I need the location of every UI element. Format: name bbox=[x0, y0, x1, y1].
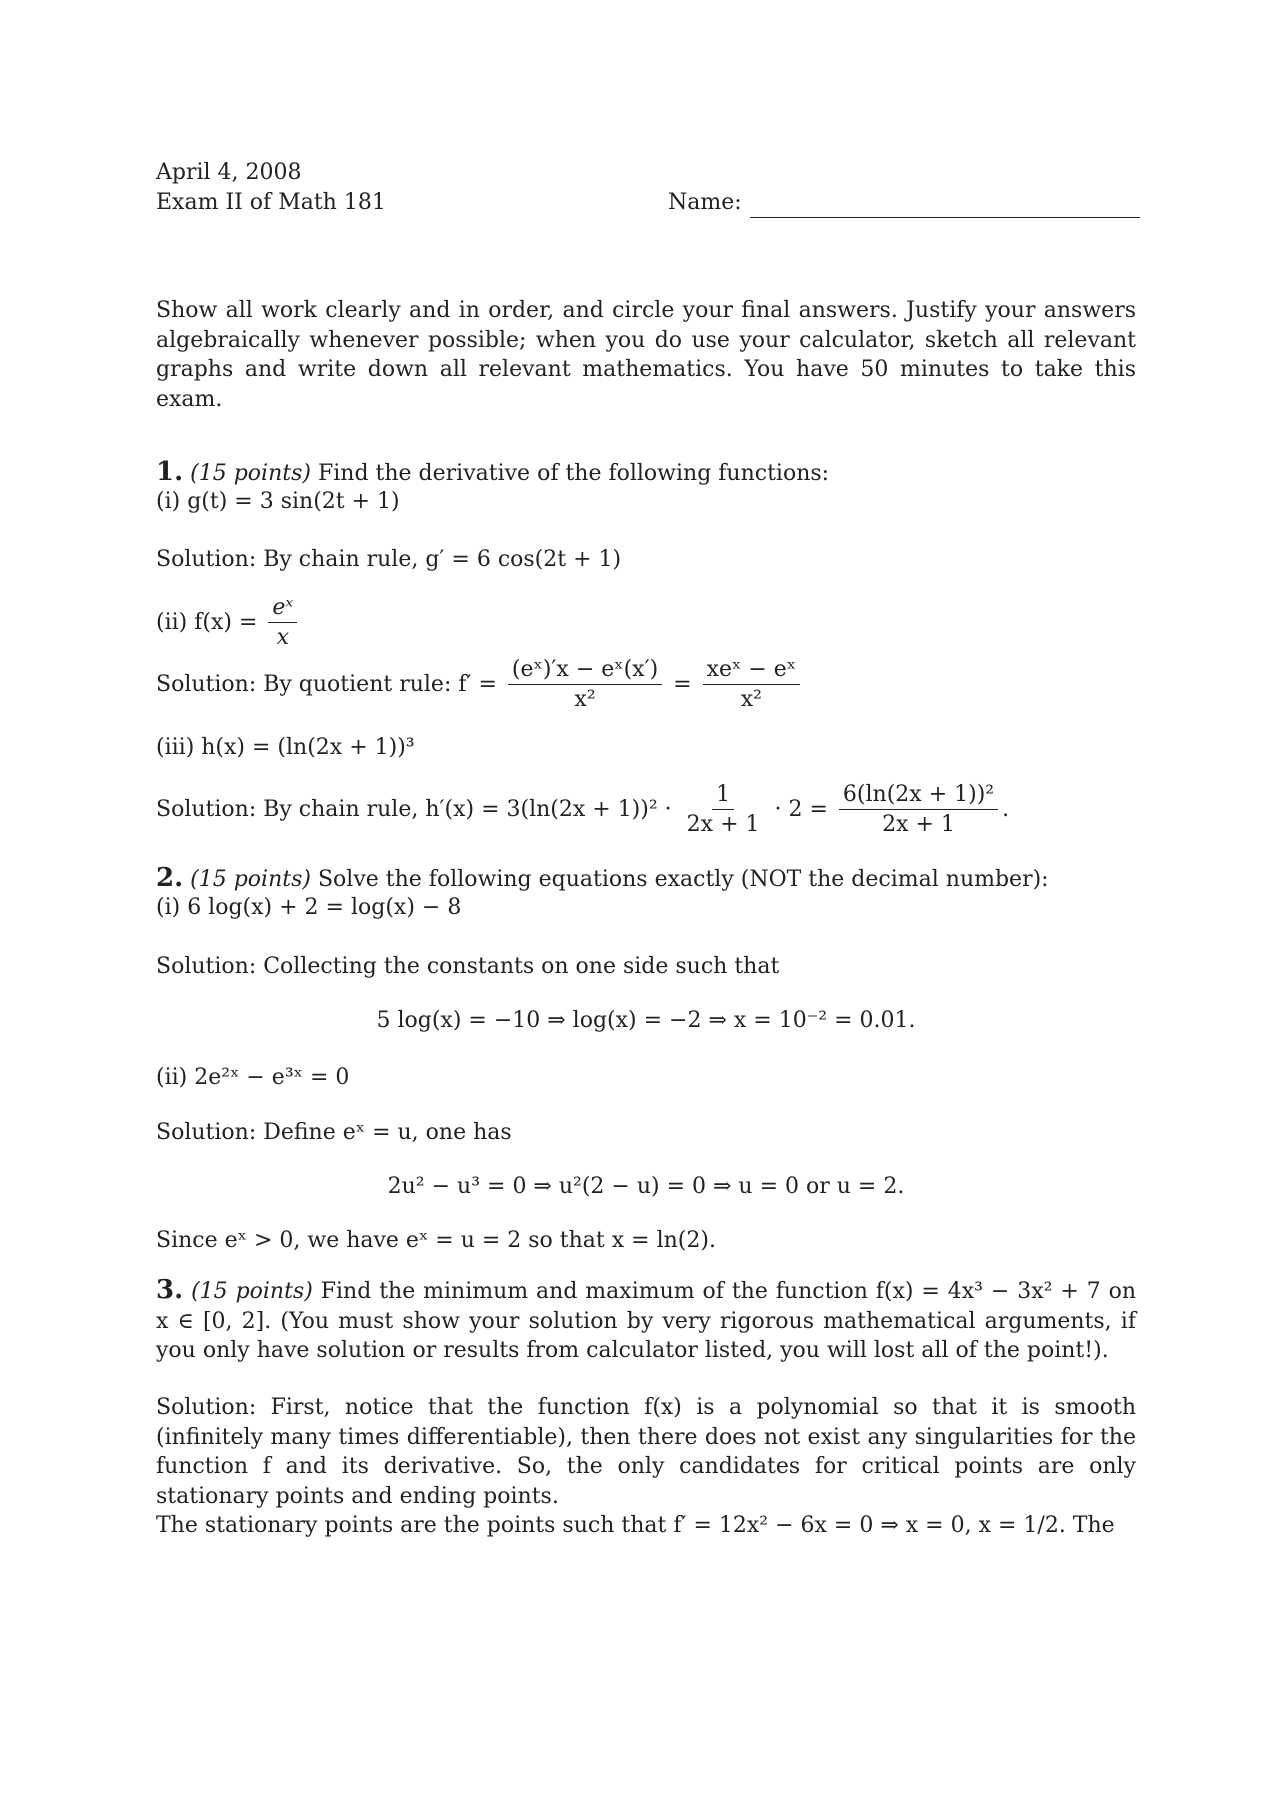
q3-prompt: Find the minimum and maximum of the function f(x) = 4x³ − 3x² + 7 on x ∈ [0, 2]. (You must show your solution by very rigorous mathematical arguments, if you only have solution or results from calculator listed, you will lost all of the point!). bbox=[156, 1279, 1136, 1363]
fraction-numerator: 6(ln(2x + 1))² bbox=[839, 782, 998, 810]
q1-solution-iii-mid: · 2 = bbox=[774, 796, 828, 822]
q2-solution-i-equation: 5 log(x) = −10 ⇒ log(x) = −2 ⇒ x = 10⁻² = 0.01. bbox=[376, 1008, 916, 1033]
q3-solution-paragraph-1: Solution: First, notice that the function f(x) is a polynomial so that it is smooth (infinitely many times differentiable), then there does not exist any singularities for the function f and its derivative. So, the only candidates for critical points are only stationary points and ending points. bbox=[156, 1395, 1136, 1509]
q1-solution-ii bbox=[156, 657, 804, 713]
q1-heading bbox=[156, 457, 829, 489]
q1-solution-ii-fraction-1 bbox=[508, 657, 662, 713]
q1-solution-ii-lhs: Solution: By quotient rule: f′ = bbox=[156, 671, 497, 697]
q2-solution-i: Solution: Collecting the constants on one side such that bbox=[156, 954, 780, 979]
q2-solution-ii-conclusion: Since eˣ > 0, we have eˣ = u = 2 so that x = ln(2). bbox=[156, 1228, 716, 1253]
instructions: Show all work clearly and in order, and circle your final answers. Justify your answers algebraically whenever possible; when you do use your calculator, sketch all relevant graphs and write down all relevant mathematics. You have 50 minutes to take this exam. bbox=[156, 298, 1136, 412]
fraction-numerator: (eˣ)′x − eˣ(x′) bbox=[508, 657, 662, 685]
q2-number: 2. bbox=[156, 863, 184, 893]
q1-points: (15 points) bbox=[190, 461, 311, 486]
fraction-numerator: eˣ bbox=[268, 595, 297, 623]
q2-heading bbox=[156, 863, 1049, 895]
q1-solution-ii-fraction-2 bbox=[703, 657, 801, 713]
q1-part-i: (i) g(t) = 3 sin(2t + 1) bbox=[156, 489, 400, 514]
q1-solution-iii-fraction-2 bbox=[839, 782, 998, 838]
name-blank[interactable] bbox=[750, 193, 1140, 218]
q2-prompt: Solve the following equations exactly (NOT the decimal number): bbox=[317, 867, 1049, 892]
fraction-denominator: 2x + 1 bbox=[686, 812, 760, 838]
q1-part-ii-lhs: (ii) f(x) = bbox=[156, 609, 258, 635]
equals-sign: = bbox=[673, 671, 692, 697]
fraction-numerator: 1 bbox=[712, 782, 734, 810]
q1-solution-iii bbox=[156, 782, 1009, 838]
name-field[interactable] bbox=[668, 188, 1140, 218]
q2-part-i: (i) 6 log(x) + 2 = log(x) − 8 bbox=[156, 895, 462, 920]
fraction-denominator: 2x + 1 bbox=[882, 812, 955, 838]
exam-title: Exam II of Math 181 bbox=[156, 190, 386, 215]
q1-part-ii bbox=[156, 595, 301, 651]
q1-prompt: Find the derivative of the following functions: bbox=[317, 461, 830, 486]
q1-solution-i: Solution: By chain rule, g′ = 6 cos(2t + 1) bbox=[156, 547, 622, 572]
name-label: Name: bbox=[668, 190, 742, 215]
q1-number: 1. bbox=[156, 457, 184, 487]
q1-solution-iii-lhs: Solution: By chain rule, h′(x) = 3(ln(2x + 1))² · bbox=[156, 796, 672, 822]
q1-part-ii-fraction bbox=[268, 595, 297, 651]
exam-date: April 4, 2008 bbox=[156, 160, 302, 185]
q3-number: 3. bbox=[156, 1275, 184, 1305]
fraction-numerator: xeˣ − eˣ bbox=[703, 657, 801, 685]
q1-solution-iii-fraction-1 bbox=[683, 782, 764, 838]
q3-solution-paragraph-2: The stationary points are the points such that f′ = 12x² − 6x = 0 ⇒ x = 0, x = 1/2. The bbox=[156, 1513, 1115, 1538]
q3-points: (15 points) bbox=[191, 1279, 313, 1304]
fraction-denominator: x² bbox=[740, 687, 762, 713]
q2-solution-ii: Solution: Define eˣ = u, one has bbox=[156, 1120, 512, 1145]
q2-points: (15 points) bbox=[190, 867, 311, 892]
fraction-denominator: x² bbox=[574, 687, 596, 713]
q2-part-ii: (ii) 2e²ˣ − e³ˣ = 0 bbox=[156, 1065, 350, 1090]
q1-part-iii: (iii) h(x) = (ln(2x + 1))³ bbox=[156, 735, 415, 760]
period: . bbox=[1002, 796, 1010, 822]
fraction-denominator: x bbox=[276, 625, 289, 651]
q3-heading bbox=[156, 1276, 1136, 1366]
q2-solution-ii-equation: 2u² − u³ = 0 ⇒ u²(2 − u) = 0 ⇒ u = 0 or u = 2. bbox=[387, 1174, 905, 1199]
